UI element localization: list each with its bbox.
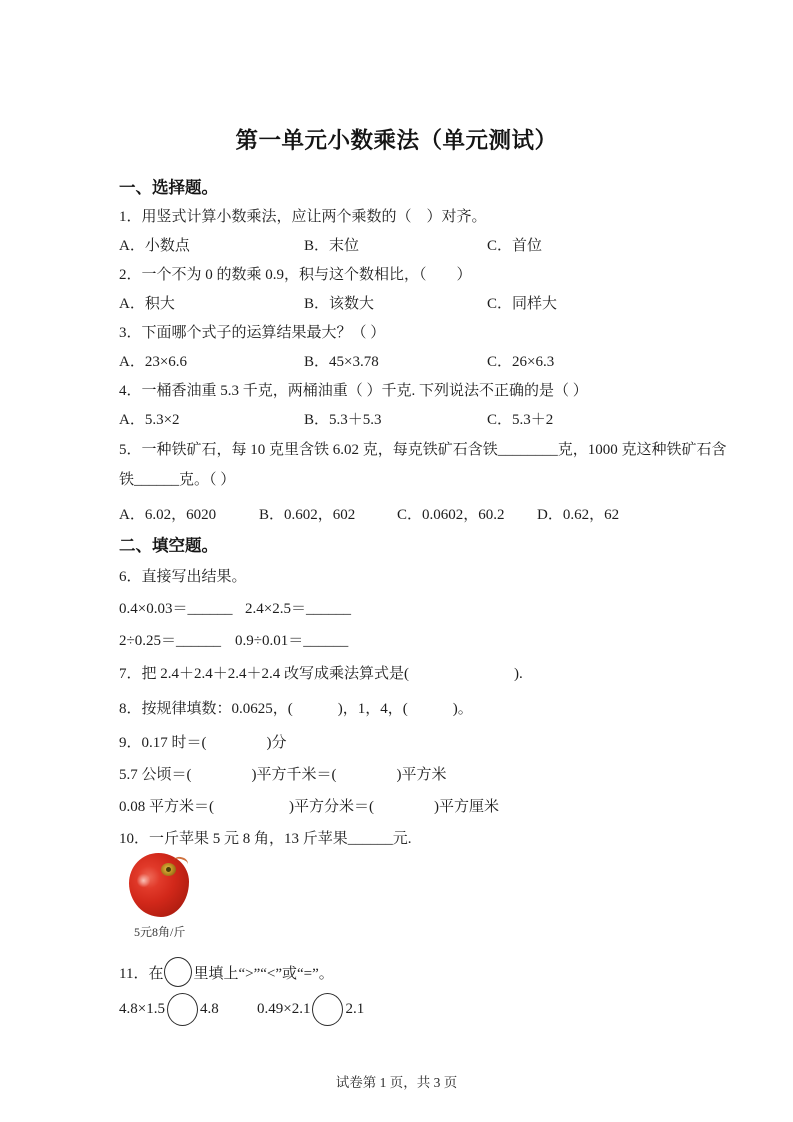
q5-option-a: A．6.02，6020 [119,507,217,523]
section-heading-choice: 一、选择题。 [119,179,218,197]
q6-expression-4: 0.9÷0.01＝______ [235,633,349,649]
q3-stem: 3．下面哪个式子的运算结果最大？（ ） [119,325,386,341]
q4-stem: 4．一桶香油重 5.3 千克，两桶油重（ ）千克. 下列说法不正确的是（ ） [119,383,588,399]
q11-expression-2 [257,991,364,1027]
comparison-circle-icon [167,993,198,1026]
q5-option-c: C．0.0602，60.2 [397,507,505,523]
q1-stem: 1．用竖式计算小数乘法，应让两个乘数的（ ）对齐。 [119,209,487,225]
q2-option-c: C．同样大 [487,296,558,312]
q3-option-b: B．45×3.78 [304,354,379,370]
q4-option-c: C．5.3＋2 [487,412,554,428]
q2-option-a: A．积大 [119,296,175,312]
q11-expr2-right: 2.1 [345,1001,365,1017]
q6-expression-3: 2÷0.25＝______ [119,633,221,649]
q5-option-d: D．0.62，62 [537,507,620,523]
q6-stem: 6．直接写出结果。 [119,569,247,585]
q11-expr1-left: 4.8×1.5 [119,1001,165,1017]
q1-option-c: C．首位 [487,238,543,254]
q3-options-row [0,351,793,373]
q8-stem: 8．按规律填数：0.0625，( )，1，4，( )。 [119,701,473,717]
q5-stem-line1: 5．一种铁矿石，每 10 克里含铁 6.02 克，每克铁矿石含铁________克，1000 克这种铁矿石含 [119,442,727,458]
q6-expression-1: 0.4×0.03＝______ [119,601,233,617]
q11-expressions-row [0,991,793,1027]
q10-stem: 10．一斤苹果 5 元 8 角，13 斤苹果______元. [119,831,412,847]
q1-option-b: B．末位 [304,238,360,254]
q11-stem-suffix: 里填上“>”“<”或“=”。 [193,965,334,982]
page-footer: 试卷第 1 页，共 3 页 [335,1075,458,1090]
q2-options-row [0,293,793,315]
q6-row1 [0,598,793,620]
q6-expression-2: 2.4×2.5＝______ [245,601,351,617]
apple-stem-dot-shape [166,867,171,872]
section-heading-fill: 二、填空题。 [119,537,218,555]
q5-stem-line2: 铁______克。（ ） [119,472,236,488]
comparison-circle-icon [164,957,192,987]
q11-stem [119,955,334,989]
comparison-circle-icon [312,993,343,1026]
apple-image [129,851,189,918]
q2-stem: 2．一个不为 0 的数乘 0.9，积与这个数相比，（ ） [119,267,472,283]
q4-option-b: B．5.3＋5.3 [304,412,382,428]
q11-stem-prefix: 11．在 [119,965,164,982]
q1-option-a: A．小数点 [119,238,190,254]
q2-option-b: B．该数大 [304,296,375,312]
q9-line2: 5.7 公顷＝( )平方千米＝( )平方米 [119,767,447,783]
q11-expr2-left: 0.49×2.1 [257,1001,311,1017]
q9-line3: 0.08 平方米＝( )平方分米＝( )平方厘米 [119,799,499,815]
q11-expression-1 [119,991,219,1027]
q5-option-b: B．0.602，602 [259,507,356,523]
q5-options-row [0,504,793,526]
q3-option-c: C．26×6.3 [487,354,555,370]
q3-option-a: A．23×6.6 [119,354,188,370]
apple-highlight-shape [137,873,150,888]
apple-price-caption: 5元8角/斤 [134,925,186,939]
q4-option-a: A．5.3×2 [119,412,180,428]
q4-options-row [0,409,793,431]
q11-expr1-right: 4.8 [199,1001,219,1017]
page-title: 第一单元小数乘法（单元测试） [235,128,558,153]
q6-row2 [0,630,793,652]
q9-line1: 9．0.17 时＝( )分 [119,735,287,751]
q1-options-row [0,235,793,257]
q7-stem: 7．把 2.4＋2.4＋2.4＋2.4 改写成乘法算式是( ). [119,666,523,682]
